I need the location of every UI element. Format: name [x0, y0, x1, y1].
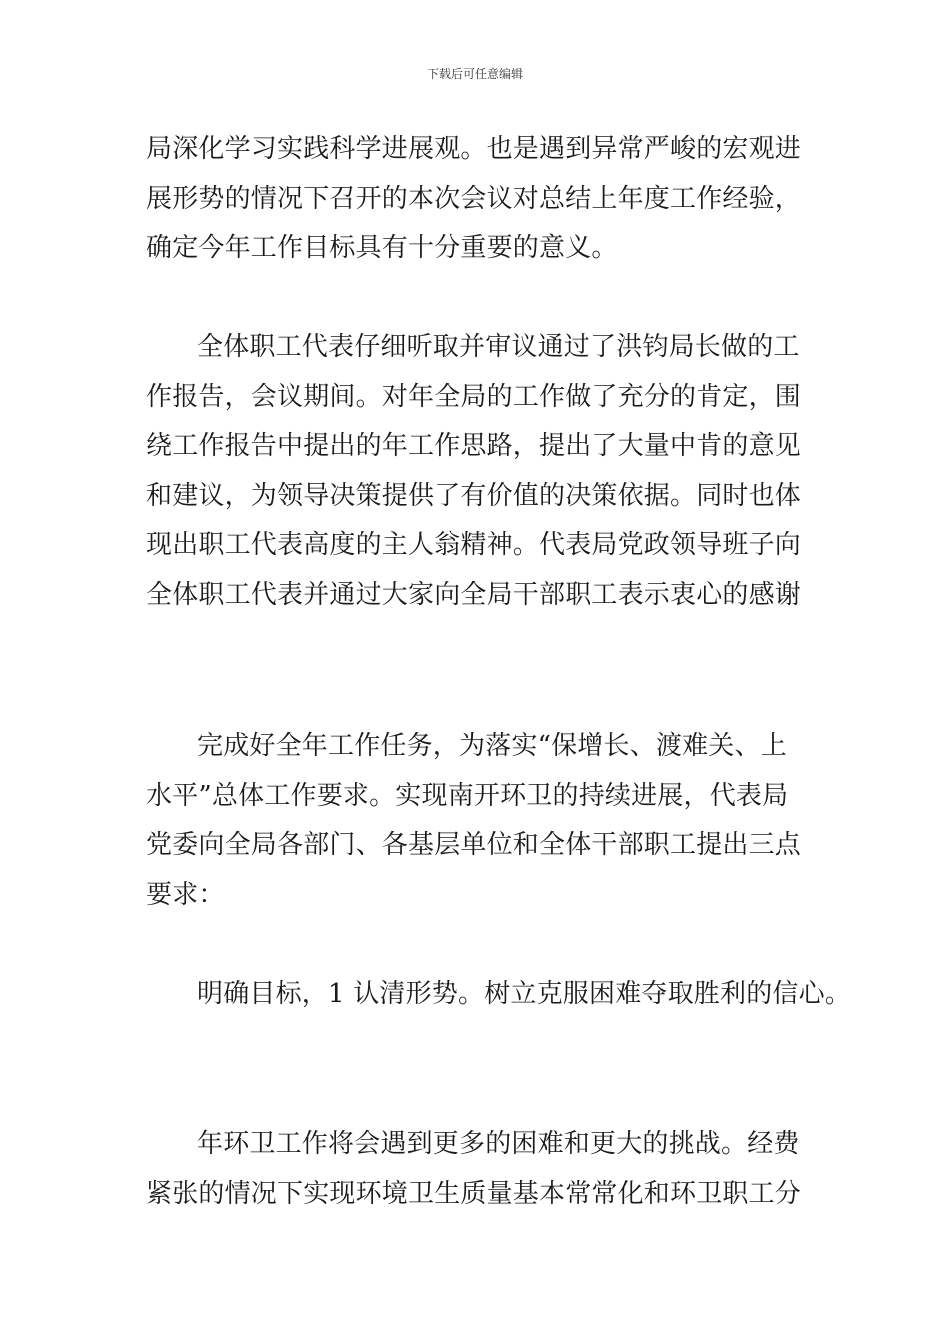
paragraph-1-line-1: 局深化学习实践科学进展观。也是遇到异常严峻的宏观进: [146, 134, 802, 164]
page-header: 下载后可任意编辑: [426, 67, 523, 81]
paragraph-5-line-2: 紧张的情况下实现环境卫生质量基本常常化和环卫职工分: [146, 1179, 802, 1209]
paragraph-2-line-5: 现出职工代表高度的主人翁精神。代表局党政领导班子向: [146, 530, 802, 560]
paragraph-2-line-2: 作报告，会议期间。对年全局的工作做了充分的肯定，围: [146, 382, 802, 412]
paragraph-2-line-6: 全体职工代表并通过大家向全局干部职工表示衷心的感谢: [146, 580, 802, 610]
paragraph-1-line-2: 展形势的情况下召开的本次会议对总结上年度工作经验，: [146, 184, 802, 214]
paragraph-2-line-3: 绕工作报告中提出的年工作思路，提出了大量中肯的意见: [146, 431, 802, 461]
paragraph-5-line-1: 年环卫工作将会遇到更多的困难和更大的挑战。经费: [197, 1129, 800, 1159]
paragraph-3-line-2: 水平”总体工作要求。实现南开环卫的持续进展，代表局: [146, 781, 789, 811]
paragraph-2-line-1: 全体职工代表仔细听取并审议通过了洪钧局长做的工: [197, 332, 800, 362]
paragraph-3-line-3: 党委向全局各部门、各基层单位和全体干部职工提出三点: [146, 830, 802, 860]
paragraph-4-line-1: 明确目标，1 认清形势。树立克服困难夺取胜利的信心。: [197, 979, 852, 1009]
paragraph-1-line-3: 确定今年工作目标具有十分重要的意义。: [146, 233, 618, 263]
paragraph-3-line-1: 完成好全年工作任务，为落实“保增长、渡难关、上: [197, 731, 787, 761]
paragraph-3-line-4: 要求：: [146, 880, 225, 910]
paragraph-2-line-4: 和建议，为领导决策提供了有价值的决策依据。同时也体: [146, 481, 802, 511]
